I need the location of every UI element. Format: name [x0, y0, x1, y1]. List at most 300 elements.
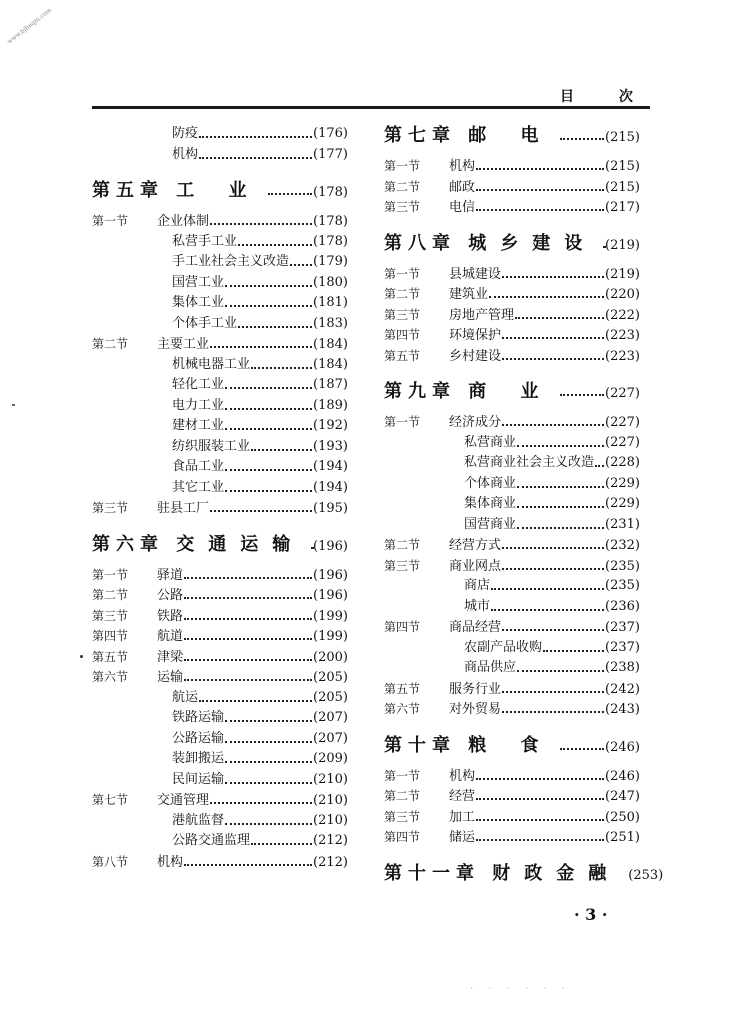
toc-right-column — [384, 124, 664, 894]
dot-leader — [502, 691, 604, 693]
toc-entry-row — [92, 375, 348, 396]
toc-chapter-row — [384, 380, 640, 404]
entry-title: 集体工业 — [172, 295, 225, 310]
dot-leader — [502, 711, 604, 713]
page-ref: (194) — [313, 459, 348, 474]
section-title: 机构 — [449, 159, 476, 174]
dot-leader — [560, 138, 604, 140]
section-number: 第三节 — [384, 558, 421, 573]
toc-section-row — [92, 852, 348, 873]
page-ref: (178) — [313, 233, 348, 249]
section-title: 房地产管理 — [449, 307, 515, 323]
dot-leader — [515, 317, 604, 319]
section-number: 第四节 — [384, 830, 421, 844]
page-ref: (223) — [605, 328, 640, 343]
section-number: 第二节 — [384, 538, 421, 552]
section-title: 经营方式 — [449, 538, 502, 553]
toc-section-row — [92, 667, 348, 688]
dot-leader — [517, 506, 604, 508]
page-ref: (237) — [605, 620, 640, 635]
page-number: · 3 · — [574, 905, 608, 924]
page-ref: (196) — [313, 588, 348, 603]
dot-leader — [502, 358, 604, 360]
page-ref: (228) — [605, 455, 640, 470]
page-ref: (247) — [605, 789, 640, 804]
section-number: 第三节 — [384, 200, 421, 214]
page-ref: (215) — [605, 179, 640, 195]
section-number: 第二节 — [92, 337, 129, 351]
section-number: 第三节 — [384, 307, 421, 322]
chapter-number: 第六章 — [92, 533, 164, 555]
page-ref: (215) — [605, 159, 640, 174]
page-ref: (246) — [605, 739, 640, 755]
toc-entry-row — [92, 708, 348, 729]
entry-title: 个体手工业 — [172, 315, 238, 331]
toc-section-row — [384, 617, 640, 638]
page-ref: (200) — [313, 649, 348, 665]
entry-title: 公路运输 — [172, 730, 225, 746]
chapter-title: 商 业 — [468, 381, 553, 402]
page-ref: (207) — [313, 710, 348, 725]
chapter-title: 工 业 — [176, 180, 261, 201]
toc-entry-row — [92, 811, 348, 832]
toc-chapter-row — [384, 862, 664, 886]
section-title: 经营 — [449, 789, 476, 804]
page-ref: (219) — [605, 237, 640, 253]
section-number: 第一节 — [384, 768, 421, 783]
page-ref: (236) — [605, 598, 640, 614]
toc-entry-row — [92, 688, 348, 709]
toc-entry-row — [92, 355, 348, 376]
dot-leader — [476, 168, 604, 170]
entry-title: 铁路运输 — [172, 710, 225, 725]
toc-entry-row — [384, 515, 640, 536]
toc-section-row — [92, 565, 348, 586]
toc-entry-row — [92, 416, 348, 437]
dot-leader — [251, 449, 312, 451]
page-ref: (178) — [313, 185, 348, 200]
toc-entry-row — [92, 124, 348, 145]
dot-leader — [184, 659, 312, 661]
toc-section-row — [384, 699, 640, 720]
entry-title: 建材工业 — [172, 418, 225, 433]
toc-entry-row — [92, 749, 348, 770]
page-ref: (231) — [605, 516, 640, 532]
toc-section-row — [384, 197, 640, 218]
section-title: 铁路 — [157, 608, 184, 624]
page-ref: (181) — [313, 295, 348, 310]
dot-leader — [238, 244, 312, 246]
entry-title: 航运 — [172, 689, 199, 705]
section-number: 第八节 — [92, 854, 129, 869]
page-ref: (189) — [313, 397, 348, 413]
dot-leader — [225, 285, 312, 287]
toc-section-row — [384, 535, 640, 556]
section-title: 乡村建设 — [449, 348, 502, 364]
section-number: 第六节 — [92, 670, 129, 684]
entry-title: 国营商业 — [464, 516, 517, 532]
page-ref: (176) — [313, 126, 348, 141]
dot-leader — [225, 741, 312, 743]
dot-leader — [502, 424, 604, 426]
toc-section-row — [384, 346, 640, 367]
toc-section-row — [384, 827, 640, 848]
toc-chapter-row — [92, 179, 348, 203]
chapter-heading — [384, 124, 553, 148]
toc-section-row — [384, 156, 640, 177]
page-ref: (237) — [605, 639, 640, 655]
page-header-title: 目 次 — [560, 89, 653, 105]
dot-leader — [199, 700, 312, 702]
dot-leader — [502, 276, 604, 278]
dot-leader — [489, 296, 604, 298]
toc-section-row — [92, 334, 348, 355]
page-ref: (184) — [313, 356, 348, 372]
dot-leader — [290, 264, 312, 266]
section-number: 第三节 — [384, 809, 421, 824]
page-ref: (229) — [605, 496, 640, 511]
entry-title: 公路交通监理 — [172, 833, 251, 848]
dot-leader — [543, 650, 604, 652]
section-title: 加工 — [449, 809, 476, 825]
dot-leader — [184, 679, 312, 681]
section-title: 交通管理 — [157, 793, 210, 808]
section-title: 航道 — [157, 629, 184, 644]
dot-leader — [476, 189, 604, 191]
page-ref: (205) — [313, 670, 348, 685]
entry-title: 集体商业 — [464, 496, 517, 511]
dot-leader — [225, 428, 312, 430]
toc-section-row — [92, 790, 348, 811]
page-ref: (195) — [313, 501, 348, 516]
toc-section-row — [384, 786, 640, 807]
section-number: 第五节 — [384, 681, 421, 696]
toc-entry-row — [384, 433, 640, 454]
toc-section-row — [384, 556, 640, 577]
section-title: 电信 — [449, 200, 476, 215]
page-ref: (192) — [313, 418, 348, 433]
dot-leader — [595, 465, 604, 467]
section-number: 第一节 — [92, 214, 129, 228]
toc-entry-row — [384, 453, 640, 474]
toc-chapter-row — [92, 533, 348, 557]
toc-entry-row — [384, 494, 640, 515]
dot-leader — [517, 486, 604, 488]
dot-leader — [491, 588, 604, 590]
dot-leader — [225, 387, 312, 389]
page-ref: (250) — [605, 809, 640, 825]
section-number: 第六节 — [384, 702, 421, 716]
toc-section-row — [384, 412, 640, 433]
section-number: 第三节 — [92, 608, 129, 623]
page-ref: (209) — [313, 751, 348, 766]
page-ref: (210) — [313, 771, 348, 787]
dot-leader — [225, 720, 312, 722]
dot-leader — [502, 568, 604, 570]
page-ref: (184) — [313, 337, 348, 352]
page-ref: (180) — [313, 274, 348, 290]
page-ref: (177) — [313, 146, 348, 162]
dot-leader — [225, 823, 312, 825]
entry-title: 轻化工业 — [172, 377, 225, 392]
toc-entry-row — [384, 597, 640, 618]
entry-title: 私营商业社会主义改造 — [464, 455, 595, 470]
dot-leader — [517, 445, 604, 447]
toc-section-row — [92, 585, 348, 606]
dot-leader — [225, 490, 312, 492]
dot-leader — [517, 527, 604, 529]
section-title: 津梁 — [157, 649, 184, 665]
toc-section-row — [92, 211, 348, 232]
toc-section-row — [384, 807, 640, 828]
section-title: 储运 — [449, 830, 476, 845]
page-ref: (217) — [605, 200, 640, 215]
section-number: 第一节 — [384, 159, 421, 173]
page-ref: (253) — [628, 867, 664, 883]
page-ref: (227) — [605, 386, 640, 401]
dot-leader — [225, 782, 312, 784]
section-title: 县城建设 — [449, 266, 502, 282]
toc-entry-row — [92, 437, 348, 458]
toc-entry-row — [92, 252, 348, 273]
entry-title: 港航监督 — [172, 812, 225, 828]
page-ref: (232) — [605, 538, 640, 553]
entry-title: 装卸搬运 — [172, 751, 225, 766]
toc-entry-row — [92, 293, 348, 314]
section-number: 第二节 — [92, 588, 129, 602]
chapter-number: 第十章 — [384, 734, 456, 756]
toc-section-row — [384, 177, 640, 198]
chapter-heading — [92, 533, 304, 557]
page-ref: (220) — [605, 287, 640, 302]
scan-speck — [80, 655, 83, 658]
dot-leader — [476, 819, 604, 821]
chapter-title: 交通运输 — [176, 533, 305, 555]
toc-section-row — [384, 679, 640, 700]
dot-leader — [476, 798, 604, 800]
dot-leader — [560, 394, 604, 396]
entry-title: 手工业社会主义改造 — [172, 254, 290, 269]
chapter-heading — [384, 862, 620, 886]
toc-section-row — [92, 606, 348, 627]
toc-entry-row — [92, 232, 348, 253]
section-number: 第二节 — [384, 287, 421, 301]
dot-leader — [311, 547, 312, 549]
scan-specks: · · · · · · — [470, 984, 571, 995]
section-title: 驿道 — [157, 567, 184, 583]
toc-entry-row — [384, 638, 640, 659]
page-ref: (227) — [605, 434, 640, 450]
entry-title: 私营手工业 — [172, 233, 238, 249]
dot-leader — [225, 761, 312, 763]
section-title: 对外贸易 — [449, 702, 502, 717]
section-number: 第一节 — [384, 266, 421, 281]
section-title: 建筑业 — [449, 287, 489, 302]
dot-leader — [210, 510, 312, 512]
page-ref: (212) — [313, 854, 348, 870]
toc-section-row — [384, 305, 640, 326]
dot-leader — [199, 157, 312, 159]
dot-leader — [268, 193, 312, 195]
toc-entry-row — [384, 474, 640, 495]
entry-title: 电力工业 — [172, 397, 225, 413]
section-number: 第五节 — [384, 348, 421, 363]
entry-title: 其它工业 — [172, 479, 225, 495]
section-title: 运输 — [157, 670, 184, 685]
chapter-heading — [92, 179, 261, 203]
toc-chapter-row — [384, 124, 640, 148]
entry-title: 私营商业 — [464, 434, 517, 450]
section-number: 第一节 — [92, 567, 129, 582]
page-ref: (187) — [313, 377, 348, 392]
page-ref: (246) — [605, 768, 640, 784]
dot-leader — [210, 223, 312, 225]
section-title: 邮政 — [449, 179, 476, 195]
section-title: 机构 — [157, 854, 184, 870]
page-ref: (210) — [313, 812, 348, 828]
dot-leader — [238, 326, 312, 328]
chapter-title: 城乡建设 — [468, 232, 597, 254]
section-number: 第四节 — [384, 620, 421, 634]
page-ref: (242) — [605, 681, 640, 697]
section-title: 商品经营 — [449, 620, 502, 635]
scan-speck — [12, 404, 15, 406]
toc-entry-row — [92, 478, 348, 499]
dot-leader — [210, 802, 312, 804]
dot-leader — [184, 618, 312, 620]
section-title: 企业体制 — [157, 214, 210, 229]
section-number: 第四节 — [384, 328, 421, 342]
section-title: 驻县工厂 — [157, 501, 210, 516]
page-ref: (235) — [605, 558, 640, 574]
page-ref: (212) — [313, 833, 348, 848]
page-ref: (235) — [605, 578, 640, 593]
page-ref: (219) — [605, 266, 640, 282]
toc-chapter-row — [384, 232, 640, 256]
section-number: 第七节 — [92, 793, 129, 807]
page-ref: (223) — [605, 348, 640, 364]
chapter-title: 邮 电 — [468, 125, 553, 146]
entry-title: 商品供应 — [464, 660, 517, 675]
section-number: 第二节 — [384, 179, 421, 194]
dot-leader — [560, 748, 604, 750]
page-ref: (178) — [313, 214, 348, 229]
chapter-number: 第八章 — [384, 232, 456, 254]
page-ref: (193) — [313, 438, 348, 454]
page-ref: (229) — [605, 475, 640, 491]
entry-title: 防疫 — [172, 126, 199, 141]
toc-entry-row — [92, 770, 348, 791]
toc-section-row — [92, 498, 348, 519]
toc-entry-row — [92, 457, 348, 478]
section-title: 机构 — [449, 768, 476, 784]
entry-title: 食品工业 — [172, 459, 225, 474]
toc-chapter-row — [384, 734, 640, 758]
section-title: 服务行业 — [449, 681, 502, 697]
chapter-number: 第九章 — [384, 381, 456, 402]
section-title: 主要工业 — [157, 337, 210, 352]
section-number: 第五节 — [92, 649, 129, 664]
page-ref: (196) — [313, 538, 348, 554]
page-ref: (199) — [313, 608, 348, 624]
entry-title: 城市 — [464, 598, 491, 614]
dot-leader — [502, 547, 604, 549]
page-ref: (207) — [313, 730, 348, 746]
entry-title: 机械电器工业 — [172, 356, 251, 372]
section-title: 环境保护 — [449, 328, 502, 343]
chapter-heading — [384, 380, 553, 404]
dot-leader — [184, 577, 312, 579]
toc-entry-row — [92, 145, 348, 166]
dot-leader — [225, 305, 312, 307]
dot-leader — [476, 839, 604, 841]
toc-section-row — [384, 325, 640, 346]
dot-leader — [502, 629, 604, 631]
page-ref: (227) — [605, 415, 640, 430]
section-number: 第四节 — [92, 629, 129, 643]
dot-leader — [225, 469, 312, 471]
entry-title: 纺织服装工业 — [172, 438, 251, 454]
page-ref: (183) — [313, 315, 348, 331]
header-rule — [92, 106, 650, 109]
toc-entry-row — [384, 576, 640, 597]
page-ref: (243) — [605, 702, 640, 717]
dot-leader — [251, 843, 312, 845]
page-ref: (251) — [605, 830, 640, 845]
dot-leader — [210, 346, 312, 348]
page-ref: (215) — [605, 130, 640, 145]
page-ref: (194) — [313, 479, 348, 495]
chapter-title: 粮 食 — [468, 734, 553, 756]
entry-title: 个体商业 — [464, 475, 517, 491]
dot-leader — [184, 597, 312, 599]
section-number: 第一节 — [384, 415, 421, 429]
toc-section-row — [384, 766, 640, 787]
watermark: www.bjhnqm.com — [6, 6, 53, 46]
entry-title: 民间运输 — [172, 771, 225, 787]
page-ref: (196) — [313, 567, 348, 583]
page-ref: (238) — [605, 660, 640, 675]
section-title: 商业网点 — [449, 558, 502, 574]
chapter-title: 财政金融 — [492, 862, 621, 884]
dot-leader — [184, 638, 312, 640]
toc-entry-row — [92, 273, 348, 294]
dot-leader — [476, 209, 604, 211]
dot-leader — [502, 337, 604, 339]
toc-section-row — [92, 626, 348, 647]
section-title: 经济成分 — [449, 415, 502, 430]
page-ref: (205) — [313, 689, 348, 705]
dot-leader — [184, 864, 312, 866]
dot-leader — [603, 246, 604, 248]
toc-section-row — [92, 647, 348, 668]
page-ref: (179) — [313, 254, 348, 269]
toc-entry-row — [384, 658, 640, 679]
dot-leader — [251, 367, 312, 369]
toc-entry-row — [92, 729, 348, 750]
entry-title: 国营工业 — [172, 274, 225, 290]
entry-title: 商店 — [464, 578, 491, 593]
chapter-heading — [384, 232, 596, 256]
section-number: 第三节 — [92, 501, 129, 515]
toc-section-row — [384, 284, 640, 305]
dot-leader — [199, 136, 312, 138]
toc-entry-row — [92, 314, 348, 335]
entry-title: 机构 — [172, 146, 199, 162]
toc-entry-row — [92, 396, 348, 417]
chapter-number: 第七章 — [384, 125, 456, 146]
section-number: 第二节 — [384, 789, 421, 803]
